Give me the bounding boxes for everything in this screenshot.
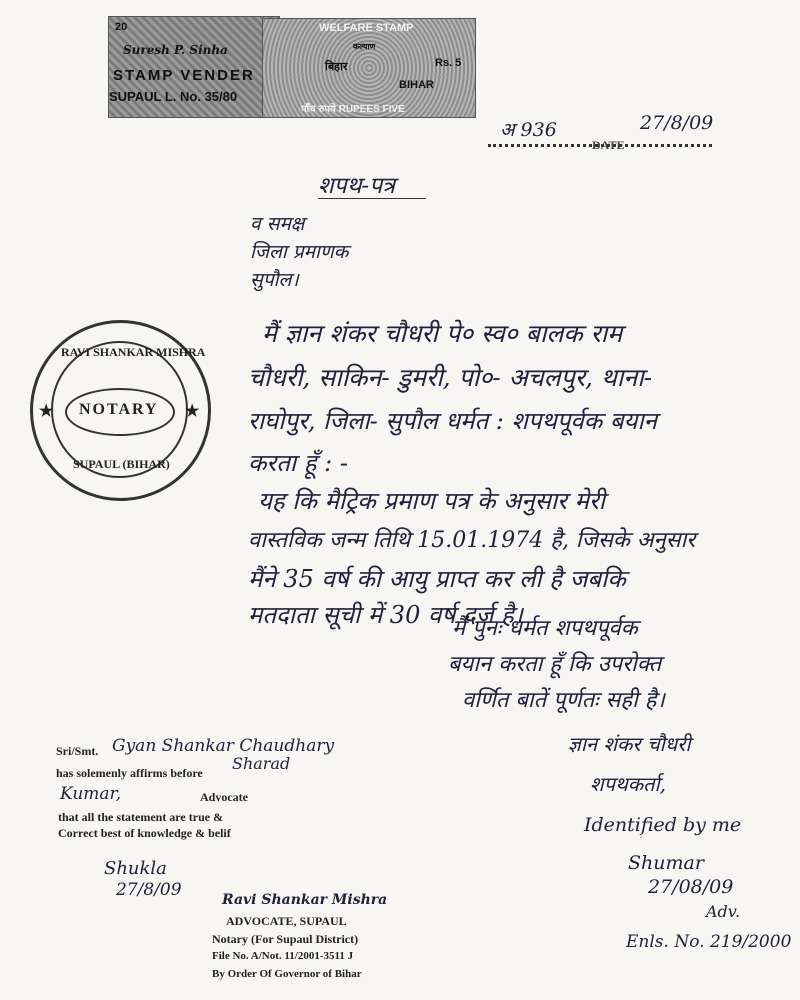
seal-center-text: NOTARY xyxy=(79,401,159,418)
closing-line: वर्णित बातें पूर्णतः सही है। xyxy=(462,688,665,713)
notary-seal xyxy=(30,320,211,501)
body-line: वास्तविक जन्म तिथि 15.01.1974 है, जिसके अनुसार xyxy=(248,528,696,553)
seal-bottom-text: SUPAUL (BIHAR) xyxy=(73,457,170,471)
identifier-signature: Shumar xyxy=(628,852,704,874)
page-title: शपथ-पत्र xyxy=(318,173,395,199)
identification-date: 27/08/09 xyxy=(648,876,734,898)
body-line: मैंने 35 वर्ष की आयु प्राप्त कर ली है जबकि xyxy=(248,565,626,593)
identifier-role: Adv. xyxy=(706,902,741,921)
vendor-signature: Suresh P. Sinha xyxy=(123,43,228,57)
body-line: यह कि मैट्रिक प्रमाण पत्र के अनुसार मेरी xyxy=(258,487,605,515)
body-line: करता हूँ : - xyxy=(248,449,348,477)
body-line: राघोपुर, जिला- सुपौल धर्मत : शपथपूर्वक बयान xyxy=(248,407,657,435)
welfare-stamp xyxy=(262,18,476,118)
vendor-line-2: SUPAUL L. No. 35/80 xyxy=(109,89,238,104)
title-underline xyxy=(318,198,426,199)
attestation-advocate-last: Kumar, xyxy=(60,784,122,804)
seal-top-text: RAVI SHANKAR MISHRA xyxy=(61,345,206,359)
date-rule xyxy=(488,144,712,147)
deponent-title: शपथकर्ता, xyxy=(590,772,667,796)
addressee-line: व समक्ष xyxy=(250,213,305,235)
attestation-line-5: Correct best of knowledge & belif xyxy=(58,826,231,840)
welfare-hindi: बिहार xyxy=(325,61,348,73)
date-label: DATE xyxy=(592,138,625,152)
attestation-date: 27/8/09 xyxy=(116,880,182,900)
welfare-value: Rs. 5 xyxy=(435,57,462,69)
advocate-stamp xyxy=(210,886,410,1000)
welfare-state: BIHAR xyxy=(399,79,434,91)
body-line: चौधरी, साकिन- डुमरी, पो०- अचलपुर, थाना- xyxy=(248,363,653,392)
attestation-prefix: Sri/Smt. xyxy=(56,744,99,758)
advocate-line-2: Notary (For Supaul District) xyxy=(212,932,359,946)
vendor-line-1: STAMP VENDER xyxy=(113,67,255,84)
seal-star-right: ★ xyxy=(185,403,200,420)
attestation-line-4: that all the statement are true & xyxy=(58,810,224,824)
welfare-center: कल्याण xyxy=(353,42,376,51)
court-fee-stamp xyxy=(108,16,280,118)
attestation-advocate-label: Advocate xyxy=(200,790,248,804)
advocate-line-3: File No. A/Not. 11/2001-3511 J xyxy=(212,950,354,962)
body-line: मतदाता सूची में 30 वर्ष दर्ज है। xyxy=(248,601,523,629)
addressee-line: जिला प्रमाणक xyxy=(250,241,349,263)
attestation-advocate-first: Sharad xyxy=(232,754,291,773)
attestation-line-2: has solemenly affirms before xyxy=(56,766,203,780)
addressee-line: सुपौल। xyxy=(250,269,299,291)
welfare-bottom: पाँच रुपये RUPEES FIVE xyxy=(301,104,405,115)
attestation-deponent-name: Gyan Shankar Chaudhary xyxy=(112,736,335,756)
stamp-value: 20 xyxy=(115,21,128,33)
seal-star-left: ★ xyxy=(39,403,54,420)
advocate-line-4: By Order Of Governor of Bihar xyxy=(212,968,362,980)
advocate-name: Ravi Shankar Mishra xyxy=(222,892,388,908)
enrolment-number: Enls. No. 219/2000 xyxy=(626,932,792,952)
advocate-line-1: ADVOCATE, SUPAUL xyxy=(226,914,347,928)
welfare-title: WELFARE STAMP xyxy=(319,22,414,34)
notary-signature: Shukla xyxy=(104,858,167,879)
closing-line: मैं पुनः धर्मत शपथपूर्वक xyxy=(452,616,638,641)
closing-line: बयान करता हूँ कि उपरोक्त xyxy=(448,652,662,677)
deponent-signature: ज्ञान शंकर चौधरी xyxy=(568,732,691,756)
top-date: 27/8/09 xyxy=(640,112,714,134)
body-line: मैं ज्ञान शंकर चौधरी पे० स्व० बालक राम xyxy=(262,319,623,348)
identified-text: Identified by me xyxy=(584,814,742,836)
serial-number: अ 936 xyxy=(500,119,557,141)
